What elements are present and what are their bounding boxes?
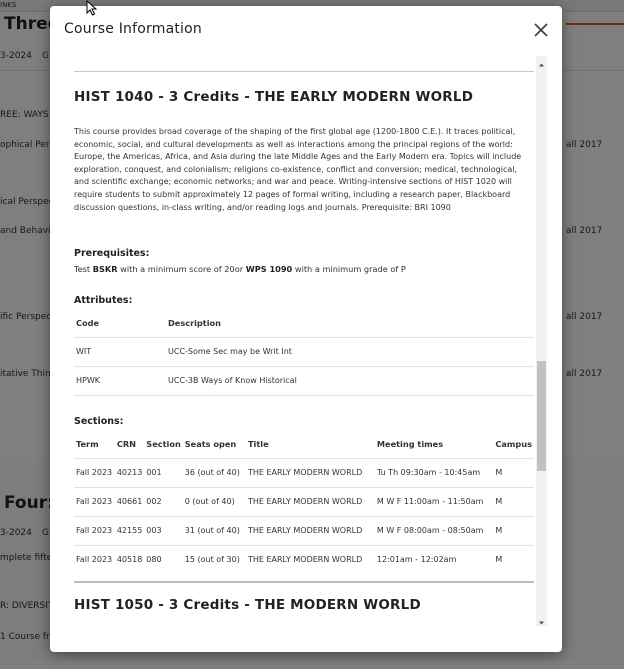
section-campus: M (493, 516, 534, 545)
table-row (74, 487, 534, 516)
dialog-header (50, 6, 562, 54)
dialog-title: Course Information (64, 21, 202, 37)
table-row (74, 458, 534, 487)
mouse-pointer-icon (86, 0, 98, 16)
section-title: THE EARLY MODERN WORLD (246, 458, 375, 487)
course-title-next: HIST 1050 - 3 Credits - THE MODERN WORLD (74, 597, 421, 613)
sections-col-campus: Campus (495, 438, 532, 449)
section-seats: 15 (out of 30) (183, 545, 246, 574)
attributes-table (74, 309, 534, 396)
section-crn: 40661 (115, 487, 144, 516)
table-row (74, 337, 534, 366)
attributes-col-code: Code (76, 317, 100, 328)
prereq-test-name: BSKR (92, 264, 118, 274)
table-row (74, 516, 534, 545)
section-seats: 0 (out of 40) (183, 487, 246, 516)
section-campus: M (493, 487, 534, 516)
dialog-scrollbar[interactable] (536, 56, 547, 626)
sections-table (74, 430, 534, 574)
prerequisites-heading: Prerequisites: (74, 248, 150, 259)
section-title: THE EARLY MODERN WORLD (246, 516, 375, 545)
section-title: THE EARLY MODERN WORLD (246, 545, 375, 574)
arrow-up-icon (536, 59, 547, 71)
section-term: Fall 2023 (74, 545, 115, 574)
course-description: This course provides broad coverage of the shaping of the first global age (1200-1800 C.E.). It traces political, economic, social, and cultural developments as well as interactions among the principal regions of the world: Europe, the Americas, Africa, and Asia during the late Middle Ages and the Early Modern era. Topics will include exploration, conquest, and colonialism; religions co-existence, conflict and conversion; medical, technological, and scientific exchange; economic networks; and war and peace. Writing-intensive sections of HIST 1020 will require students to submit approximately 12 pages of formal writing, including a research paper, Blackboard discussion questions, in-class writing, and/or reading logs and journals. Prerequisite: BRI 1090 (74, 127, 522, 212)
section-campus: M (493, 545, 534, 574)
table-row (74, 366, 534, 395)
section-title: THE EARLY MODERN WORLD (246, 487, 375, 516)
section-crn: 40518 (115, 545, 144, 574)
close-button[interactable] (529, 18, 553, 42)
prereq-text-1: Test (74, 264, 93, 274)
section-seats: 36 (out of 40) (183, 458, 246, 487)
sections-header-row (74, 430, 534, 458)
table-row (74, 545, 534, 574)
section-number: 002 (144, 487, 182, 516)
attribute-code: HPWK (74, 366, 166, 395)
prereq-text-2: with a minimum score of 20or (117, 264, 246, 274)
section-meeting: M W F 11:00am - 11:50am (375, 487, 493, 516)
attribute-description: UCC-3B Ways of Know Historical (166, 366, 534, 395)
sections-col-term: Term (76, 438, 99, 449)
sections-col-seats: Seats open (184, 438, 237, 449)
section-seats: 31 (out of 40) (183, 516, 246, 545)
section-meeting: 12:01am - 12:02am (375, 545, 493, 574)
arrow-down-icon (536, 617, 547, 629)
section-number: 001 (144, 458, 182, 487)
section-crn: 42155 (115, 516, 144, 545)
scroll-up-button[interactable] (536, 56, 547, 68)
attribute-description: UCC-Some Sec may be Writ Int (166, 337, 534, 366)
attributes-heading: Attributes: (74, 295, 133, 306)
sections-col-crn: CRN (116, 438, 137, 449)
section-meeting: Tu Th 09:30am - 10:45am (375, 458, 493, 487)
section-term: Fall 2023 (74, 487, 115, 516)
section-meeting: M W F 08:00am - 08:50am (375, 516, 493, 545)
close-icon (529, 18, 553, 42)
prerequisites-text (74, 264, 406, 274)
course-divider (74, 581, 534, 583)
section-term: Fall 2023 (74, 516, 115, 545)
sections-col-meeting: Meeting times (376, 438, 444, 449)
section-term: Fall 2023 (74, 458, 115, 487)
sections-heading: Sections: (74, 416, 124, 427)
scroll-thumb[interactable] (537, 361, 546, 471)
attribute-code: WIT (74, 337, 166, 366)
sections-col-section: Section (146, 438, 181, 449)
section-campus: M (493, 458, 534, 487)
dialog-body[interactable] (50, 54, 562, 629)
attributes-header-row (74, 309, 534, 337)
sections-col-title: Title (247, 438, 269, 449)
attributes-col-description: Description (168, 317, 221, 328)
course-title: HIST 1040 - 3 Credits - THE EARLY MODERN WORLD (74, 89, 474, 105)
scroll-down-button[interactable] (536, 614, 547, 626)
course-divider-top (74, 71, 534, 72)
prereq-course-code: WPS 1090 (245, 264, 293, 274)
prereq-text-3: with a minimum grade of P (292, 264, 406, 274)
section-number: 080 (144, 545, 182, 574)
section-crn: 40213 (115, 458, 144, 487)
course-information-dialog (50, 6, 562, 652)
section-number: 003 (144, 516, 182, 545)
